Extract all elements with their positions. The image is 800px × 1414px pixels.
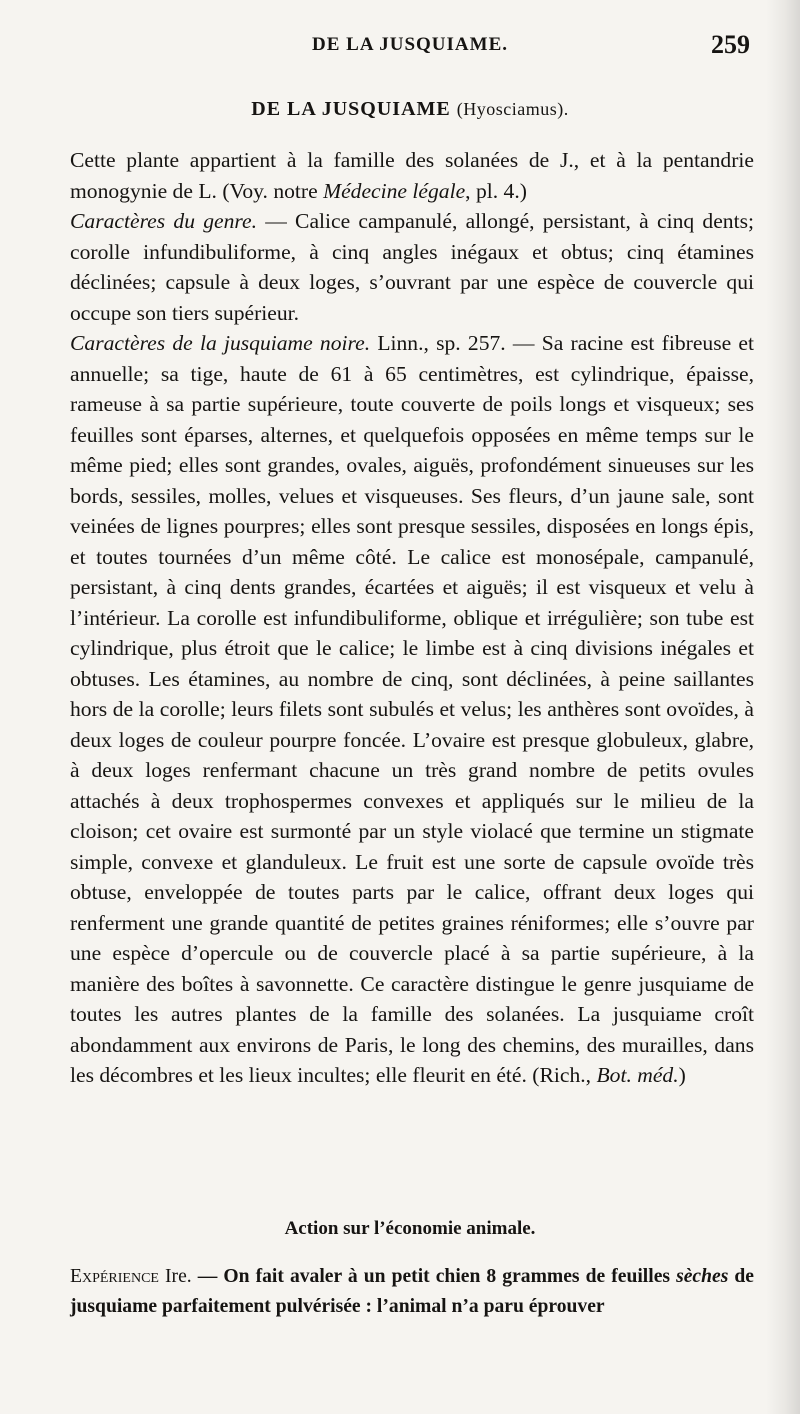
experiment-text-a: — On fait avaler à un petit chien 8 grammes de feuilles	[191, 1266, 677, 1287]
experiment-text-b: de jusquiame parfaitement pulvérisée : l’animal n’a paru éprouver	[70, 1266, 754, 1317]
paragraph-genus-text: — Calice campanulé, allongé, persistant, à cinq dents; corolle infundibuliforme, à cinq angles inégaux et obtus; cinq étamines déclinées; capsule à deux loges, s’ouvrant par une espèce de couvercle qui occupe son tiers supérieur.	[70, 209, 754, 325]
experiment-italic: sèches	[676, 1266, 729, 1287]
paragraph-genus-label: Caractères du genre.	[70, 209, 257, 233]
paragraph-species	[70, 328, 754, 1091]
section-title	[70, 98, 750, 121]
paragraph-intro-end: , pl. 4.)	[465, 178, 527, 203]
running-head	[70, 30, 750, 64]
paragraph-species-label: Caractères de la jusquiame noire.	[70, 331, 371, 355]
paragraph-species-italic: Bot. méd.	[596, 1063, 679, 1087]
paragraph-species-end: )	[678, 1063, 686, 1087]
experiment-number: Ire.	[165, 1266, 192, 1287]
page-edge-shadow	[766, 0, 800, 1414]
paragraph-intro-italic: Médecine légale	[323, 178, 466, 203]
page-number: 259	[711, 30, 750, 59]
paragraph-intro-text: Cette plante appartient à la famille des solanées de J., et à la pentandrie monogynie de L. (Voy. notre	[70, 148, 754, 203]
experiment-paragraph	[70, 1262, 754, 1322]
running-title: DE LA JUSQUIAME.	[312, 34, 508, 55]
paragraph-intro	[70, 145, 754, 206]
section-title-latin: (Hyosciamus).	[456, 99, 569, 119]
section-title-text: DE LA JUSQUIAME	[251, 98, 451, 120]
subsection-heading: Action sur l’économie animale.	[284, 1218, 536, 1239]
paragraph-genus	[70, 206, 754, 328]
body-text	[70, 145, 754, 1091]
paragraph-species-text: Linn., sp. 257. — Sa racine est fibreuse et annuelle; sa tige, haute de 61 à 65 centimètres, est cylindrique, épaisse, rameuse à sa partie supérieure, toute couverte de poils longs et visqueux; ses feuilles sont éparses, alternes, et quelquefois opposées en même temps sur le même pied; elles sont grandes, ovales, aiguës, profondément sinueuses sur les bords, sessiles, molles, velues et visqueuses. Ses fleurs, d’un jaune sale, sont veinées de lignes pourpres; elles sont presque sessiles, disposées en longs épis, et toutes tournées d’un même côté. Le calice est monosépale, campanulé, persistant, à cinq dents grandes, écartées et aiguës; il est visqueux et velu à l’intérieur. La corolle est infundibuliforme, oblique et irrégulière; son tube est cylindrique, plus étroit que le calice; le limbe est à cinq divisions inégales et obtuses. Les étamines, au nombre de cinq, sont déclinées, à peine saillantes hors de la corolle; leurs filets sont subulés et velus; les anthères sont ovoïdes, à deux loges de couleur pourpre foncée. L’ovaire est presque globuleux, glabre, à deux loges renfermant chacune un très grand nombre de petits ovules attachés à deux trophospermes convexes et appliqués sur le milieu de la cloison; cet ovaire est surmonté par un style violacé que termine un stigmate simple, convexe et glanduleux. Le fruit est une sorte de capsule ovoïde très obtuse, enveloppée de toutes parts par le calice, offrant deux loges qui renferment une grande quantité de petites graines réniformes; elle s’ouvre par une espèce d’opercule ou de couvercle placé à sa partie supérieure, à la manière des boîtes à savonnette. Ce caractère distingue le genre jusquiame de toutes les autres plantes de la famille des solanées. La jusquiame croît abondamment aux environs de Paris, le long des chemins, des murailles, dans les décombres et les lieux incultes; elle fleurit en été. (Rich.,	[70, 331, 754, 1087]
experiment-label: Expérience	[70, 1266, 159, 1287]
